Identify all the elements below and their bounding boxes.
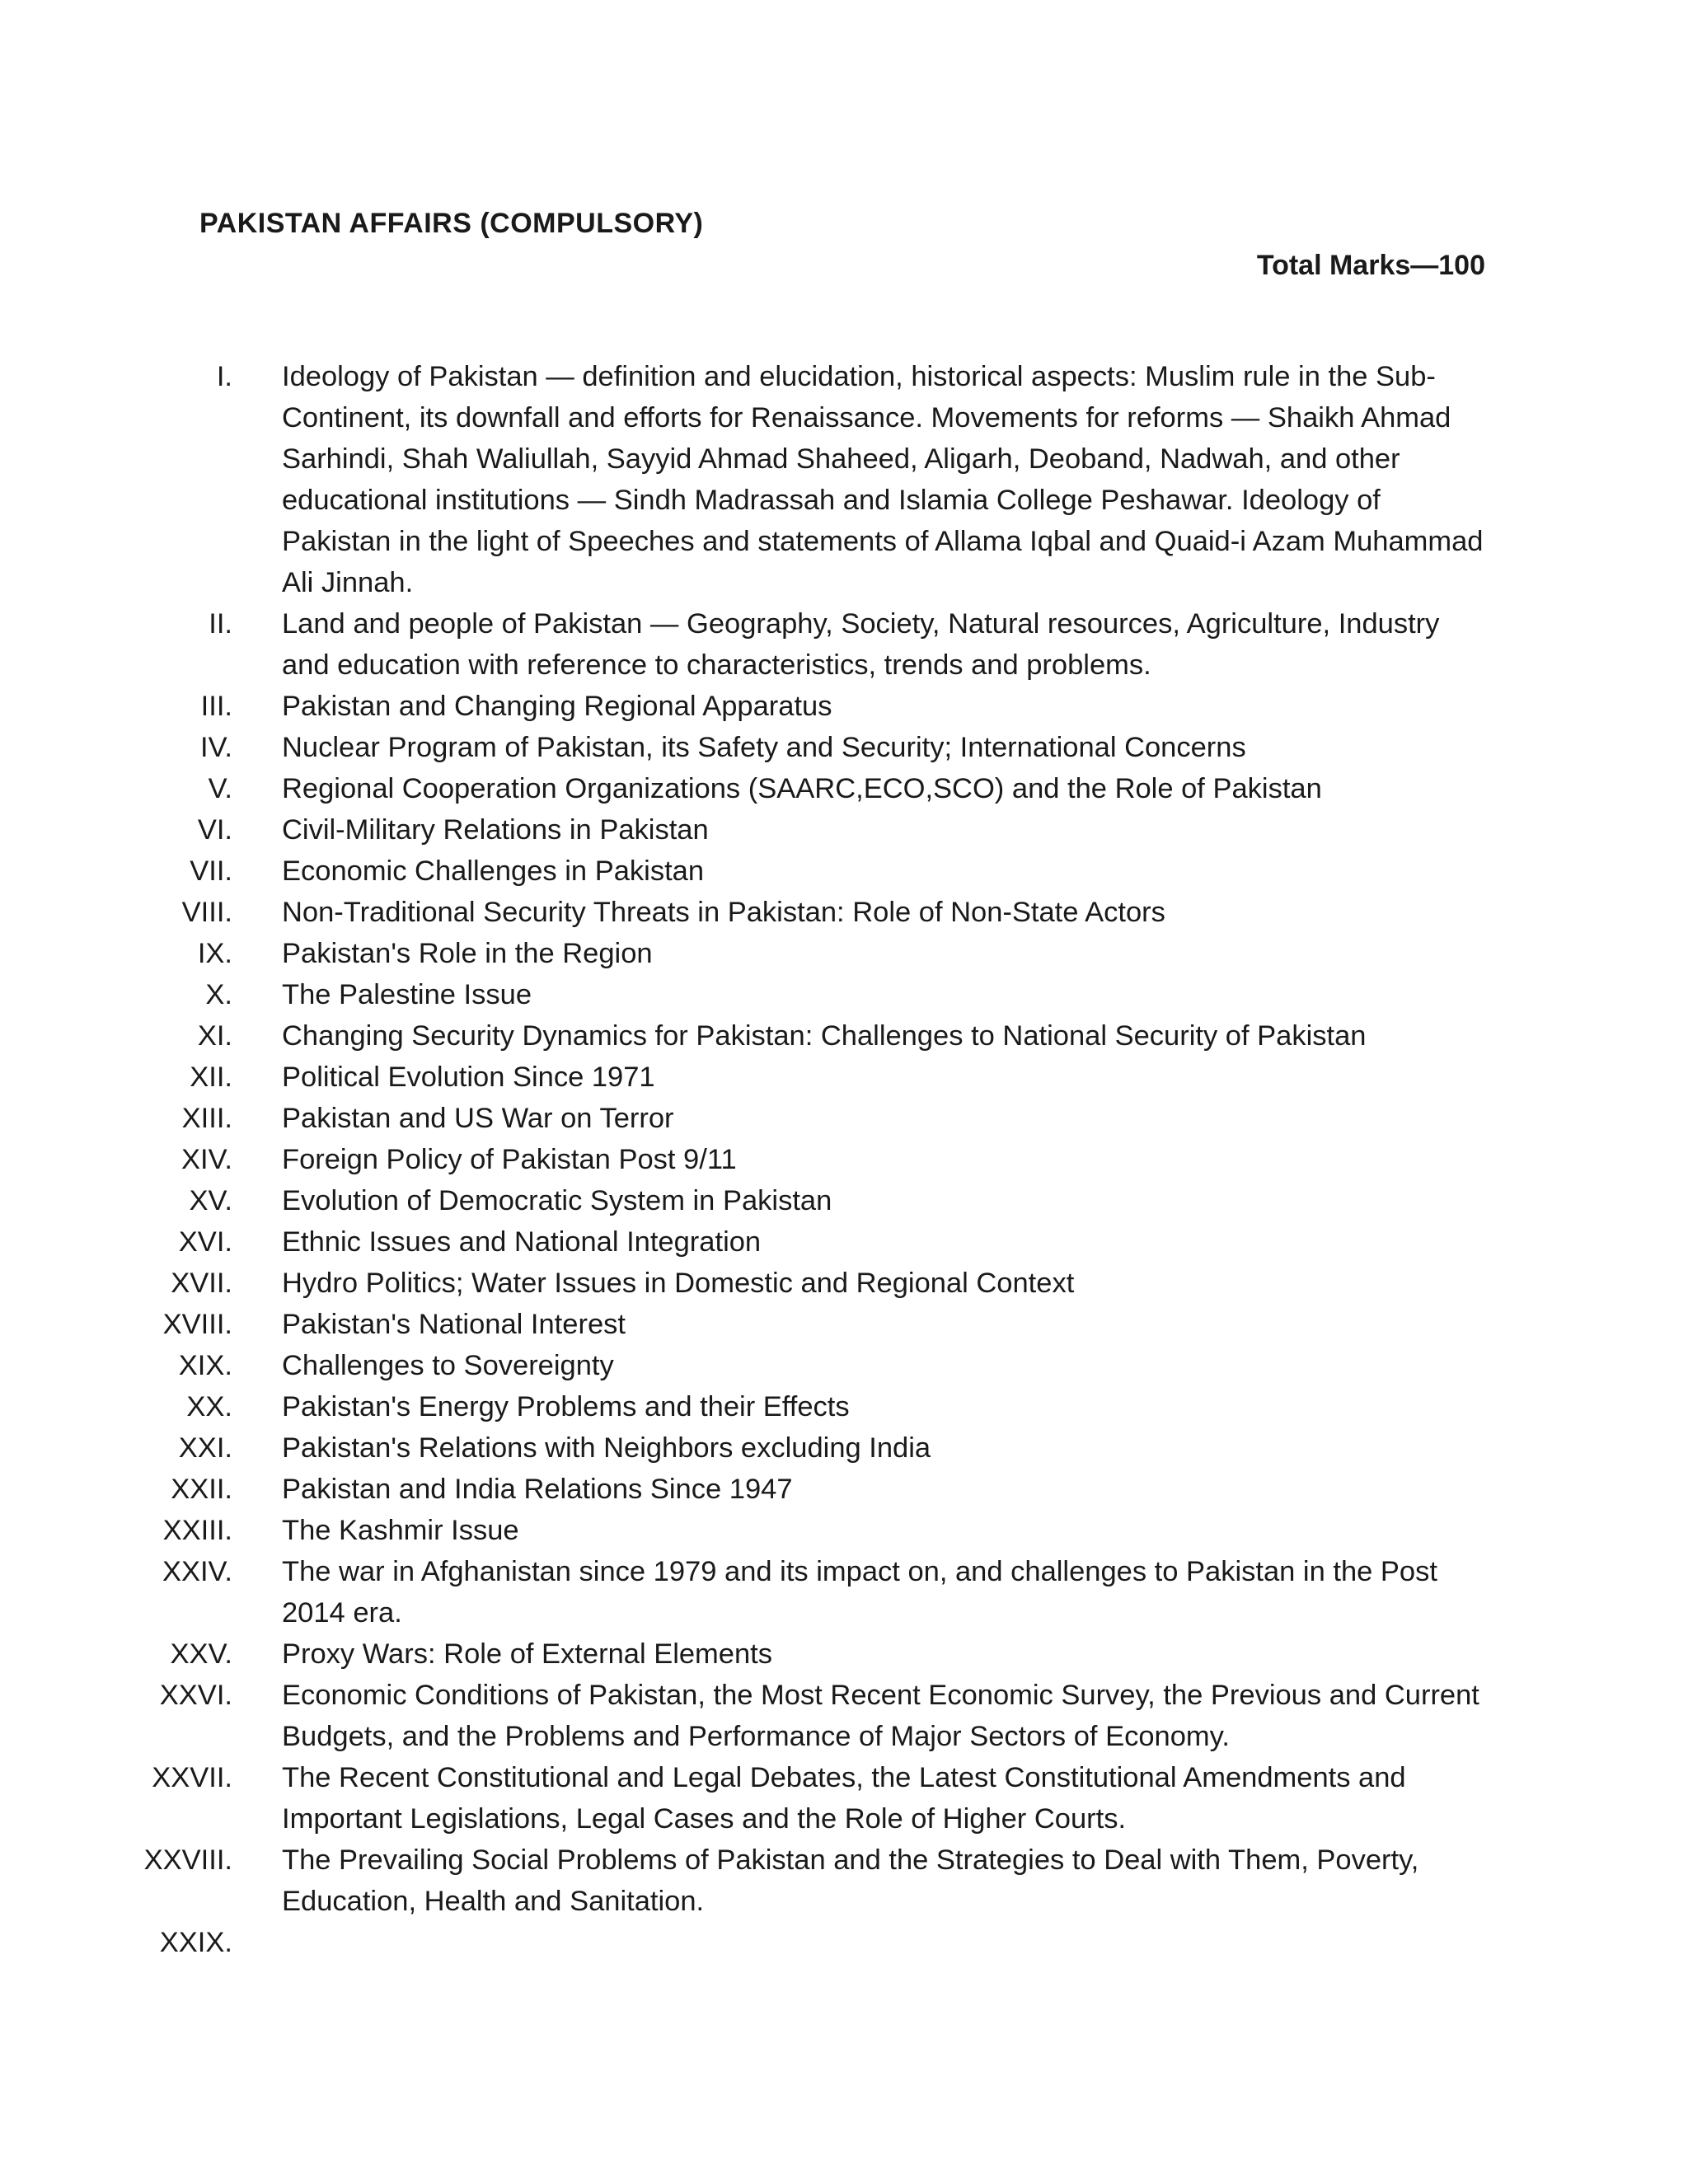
topic-item bbox=[124, 727, 1484, 768]
topic-number: XXI. bbox=[178, 1432, 232, 1464]
topic-item bbox=[124, 603, 1484, 686]
topic-item bbox=[124, 809, 1484, 851]
topic-item bbox=[124, 1345, 1484, 1386]
topic-text: Evolution of Democratic System in Pakistan bbox=[282, 1185, 832, 1216]
topic-item bbox=[124, 1675, 1484, 1757]
topic-text: Changing Security Dynamics for Pakistan: Challenges to National Security of Pakistan bbox=[282, 1020, 1367, 1052]
topic-text: Pakistan's Role in the Region bbox=[282, 938, 653, 969]
topic-number: XXIV. bbox=[162, 1556, 232, 1587]
topic-item bbox=[124, 1469, 1484, 1510]
topic-item bbox=[124, 1098, 1484, 1139]
topic-text: Pakistan and US War on Terror bbox=[282, 1103, 674, 1134]
topic-item bbox=[124, 1015, 1484, 1057]
topic-item bbox=[124, 892, 1484, 933]
topic-text bbox=[282, 1922, 1484, 1963]
topic-number: XIII. bbox=[181, 1103, 232, 1134]
topic-text: Economic Challenges in Pakistan bbox=[282, 855, 705, 887]
topic-text: Pakistan and India Relations Since 1947 bbox=[282, 1474, 793, 1505]
topic-number: XXVIII. bbox=[143, 1844, 232, 1876]
topic-number: III. bbox=[200, 691, 232, 722]
topic-item bbox=[124, 1510, 1484, 1551]
topic-item bbox=[124, 356, 1484, 603]
topic-number: V. bbox=[208, 773, 232, 804]
topic-number: XI. bbox=[197, 1020, 232, 1052]
topic-text: Pakistan's Relations with Neighbors excluding India bbox=[282, 1432, 931, 1464]
topic-item bbox=[124, 1057, 1484, 1098]
topic-number: VIII. bbox=[181, 897, 232, 928]
topic-number: XIV. bbox=[181, 1144, 232, 1175]
topic-item bbox=[124, 1221, 1484, 1263]
topic-number: XXII. bbox=[171, 1474, 232, 1505]
topic-text: Non-Traditional Security Threats in Pakistan: Role of Non-State Actors bbox=[282, 897, 1165, 928]
topic-text: The Kashmir Issue bbox=[282, 1515, 519, 1546]
topic-number: XXV. bbox=[170, 1638, 232, 1670]
topic-item bbox=[124, 1427, 1484, 1469]
topic-number: XXVII. bbox=[152, 1762, 232, 1793]
topic-number: XXIX. bbox=[159, 1927, 232, 1958]
topic-item bbox=[124, 1551, 1484, 1633]
topic-item bbox=[124, 933, 1484, 974]
topic-text: Nuclear Program of Pakistan, its Safety and Security; International Concerns bbox=[282, 732, 1246, 763]
topic-number: XXIII. bbox=[162, 1515, 232, 1546]
topic-item bbox=[124, 1263, 1484, 1304]
topic-text: The Recent Constitutional and Legal Debates, the Latest Constitutional Amendments and Important Legislations, Legal Cases and the Role of Higher Courts. bbox=[282, 1762, 1406, 1835]
topic-number: I. bbox=[216, 361, 232, 392]
topic-text: The Prevailing Social Problems of Pakistan and the Strategies to Deal with Them, Poverty, Education, Health and Sanitation. bbox=[282, 1844, 1419, 1917]
topic-item bbox=[124, 1633, 1484, 1675]
topic-text: The war in Afghanistan since 1979 and its impact on, and challenges to Pakistan in the Post 2014 era. bbox=[282, 1556, 1437, 1629]
topic-item bbox=[124, 1386, 1484, 1427]
topic-item bbox=[124, 974, 1484, 1015]
topic-number: IX. bbox=[197, 938, 232, 969]
topic-text: Economic Conditions of Pakistan, the Most Recent Economic Survey, the Previous and Current Budgets, and the Problems and Performance of Major Sectors of Economy. bbox=[282, 1680, 1479, 1752]
topic-number: XXVI. bbox=[159, 1680, 232, 1711]
topic-text: Ideology of Pakistan — definition and elucidation, historical aspects: Muslim rule in the Sub-Continent, its downfall and efforts for Renaissance. Movements for reforms — Shaikh Ahmad Sarhindi, Shah Waliullah, Sayyid Ahmad Shaheed, Aligarh, Deoband, Nadwah, and other educational institutions — Sindh Madrassah and Islamia College Peshawar. Ideology of Pakistan in the light of Speeches and statements of Allama Iqbal and Quaid-i Azam Muhammad Ali Jinnah. bbox=[282, 361, 1484, 598]
topic-number: X. bbox=[205, 979, 232, 1010]
topic-text: Pakistan's Energy Problems and their Effects bbox=[282, 1391, 850, 1422]
document-title: PAKISTAN AFFAIRS (COMPULSORY) bbox=[199, 208, 704, 239]
topic-item bbox=[124, 686, 1484, 727]
topic-text: Regional Cooperation Organizations (SAARC,ECO,SCO) and the Role of Pakistan bbox=[282, 773, 1322, 804]
topic-text: Ethnic Issues and National Integration bbox=[282, 1226, 762, 1258]
topic-number: XX. bbox=[186, 1391, 232, 1422]
topic-number: VII. bbox=[190, 855, 232, 887]
topic-number: II. bbox=[209, 608, 232, 640]
topic-item bbox=[124, 768, 1484, 809]
topic-item bbox=[124, 1304, 1484, 1345]
topic-number: XVI. bbox=[178, 1226, 232, 1258]
topic-text: Hydro Politics; Water Issues in Domestic and Regional Context bbox=[282, 1268, 1075, 1299]
topic-item bbox=[124, 851, 1484, 892]
topic-text: Challenges to Sovereignty bbox=[282, 1350, 614, 1381]
topic-text: Pakistan and Changing Regional Apparatus bbox=[282, 691, 832, 722]
topic-text: Land and people of Pakistan — Geography, Society, Natural resources, Agriculture, Industry and education with reference to characteristics, trends and problems. bbox=[282, 608, 1440, 681]
topic-number: XII. bbox=[190, 1062, 232, 1093]
topic-number: XVIII. bbox=[162, 1309, 232, 1340]
topic-text: Civil-Military Relations in Pakistan bbox=[282, 814, 709, 846]
topic-item bbox=[124, 1840, 1484, 1922]
total-marks: Total Marks—100 bbox=[1256, 250, 1485, 281]
topic-number: IV. bbox=[199, 732, 232, 763]
topic-number: VI. bbox=[197, 814, 232, 846]
topic-item bbox=[124, 1757, 1484, 1840]
topic-number: XIX. bbox=[178, 1350, 232, 1381]
topic-item bbox=[124, 1922, 1484, 1963]
topic-item bbox=[124, 1139, 1484, 1180]
topic-text: Pakistan's National Interest bbox=[282, 1309, 626, 1340]
topic-text: Foreign Policy of Pakistan Post 9/11 bbox=[282, 1144, 737, 1175]
topic-list bbox=[124, 356, 1484, 1963]
topic-text: The Palestine Issue bbox=[282, 979, 532, 1010]
topic-text: Proxy Wars: Role of External Elements bbox=[282, 1638, 773, 1670]
topic-number: XV. bbox=[189, 1185, 232, 1216]
topic-number: XVII. bbox=[171, 1268, 232, 1299]
topic-text: Political Evolution Since 1971 bbox=[282, 1062, 655, 1093]
topic-item bbox=[124, 1180, 1484, 1221]
